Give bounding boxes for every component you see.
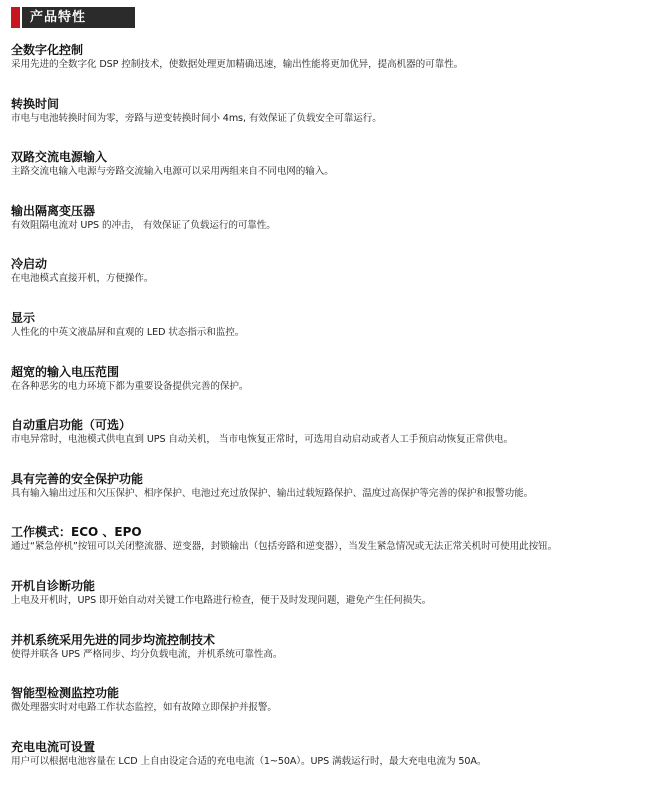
feature-description: 微处理器实时对电路工作状态监控，如有故障立即保护并报警。 <box>11 702 277 714</box>
feature-title: 超宽的输入电压范围 <box>11 364 120 379</box>
feature-title: 开机自诊断功能 <box>11 578 96 593</box>
feature-item <box>11 524 661 578</box>
feature-description: 采用先进的全数字化 DSP 控制技术，使数据处理更加精确迅速，输出性能将更加优异，提高机器的可靠性。 <box>11 59 464 70</box>
feature-title: 输出隔离变压器 <box>11 203 96 218</box>
feature-list <box>11 42 661 792</box>
feature-title: 冷启动 <box>11 257 48 272</box>
feature-item <box>11 471 661 525</box>
feature-title: 自动重启功能（可选） <box>11 418 132 433</box>
feature-description: 市电异常时，电池模式供电直到 UPS 自动关机， 当市电恢复正常时，可选用自动启动或者人工手预启动恢复正常供电。 <box>11 434 514 446</box>
feature-item <box>11 578 661 632</box>
feature-description: 在电池模式直接开机，方便操作。 <box>11 273 154 285</box>
feature-title: 全数字化控制 <box>11 43 84 57</box>
feature-item <box>11 149 661 203</box>
feature-item <box>11 203 661 257</box>
feature-item <box>11 417 661 471</box>
feature-title: 转换时间 <box>11 96 60 111</box>
feature-description: 人性化的中英文液晶屏和直观的 LED 状态指示和监控。 <box>11 326 245 338</box>
feature-title: 具有完善的安全保护功能 <box>11 471 144 486</box>
feature-item <box>11 256 661 310</box>
feature-title: 工作模式：ECO 、EPO <box>11 525 142 540</box>
feature-description: 通过“紧急停机”按钮可以关闭整流器、逆变器，封锁输出（包括旁路和逆变器），当发生紧急情况或无法正常关机时可使用此按钮。 <box>11 541 558 553</box>
feature-item <box>11 685 661 739</box>
feature-title: 双路交流电源输入 <box>11 150 108 165</box>
feature-description: 上电及开机时，UPS 即开始自动对关键工作电路进行检查，便于及时发现问题，避免产生任何损失。 <box>11 594 432 606</box>
feature-description: 具有输入输出过压和欠压保护、相序保护、电池过充过放保护、输出过载短路保护、温度过高保护等完善的保护和报警功能。 <box>11 487 534 499</box>
feature-item <box>11 310 661 364</box>
feature-description: 在各种恶劣的电力环境下都为重要设备提供完善的保护。 <box>11 380 249 392</box>
feature-description: 用户可以根据电池容量在 LCD 上自由设定合适的充电电流（1~50A）。UPS 满载运行时，最大充电电流为 50A。 <box>11 755 487 767</box>
feature-description: 有效阻隔电流对 UPS 的冲击， 有效保证了负载运行的可靠性。 <box>11 219 276 231</box>
feature-item <box>11 739 661 792</box>
feature-item <box>11 632 661 686</box>
feature-item <box>11 96 661 150</box>
feature-description: 使得并联各 UPS 严格同步、均分负载电流，并机系统可靠性高。 <box>11 648 283 660</box>
feature-item <box>11 364 661 418</box>
feature-title: 智能型检测监控功能 <box>11 686 120 701</box>
feature-description: 市电与电池转换时间为零，旁路与逆变转换时间小 4ms, 有效保证了负载安全可靠运行。 <box>11 112 382 124</box>
feature-title: 显示 <box>11 310 36 325</box>
feature-description: 主路交流电输入电源与旁路交流输入电源可以采用两组来自不同电网的输入。 <box>11 166 334 178</box>
feature-item <box>11 42 661 96</box>
feature-title: 并机系统采用先进的同步均流控制技术 <box>11 632 216 647</box>
header-accent-bar <box>11 7 20 28</box>
feature-title: 充电电流可设置 <box>11 739 96 754</box>
section-header <box>11 7 135 28</box>
section-title: 产品特性 <box>22 7 135 28</box>
